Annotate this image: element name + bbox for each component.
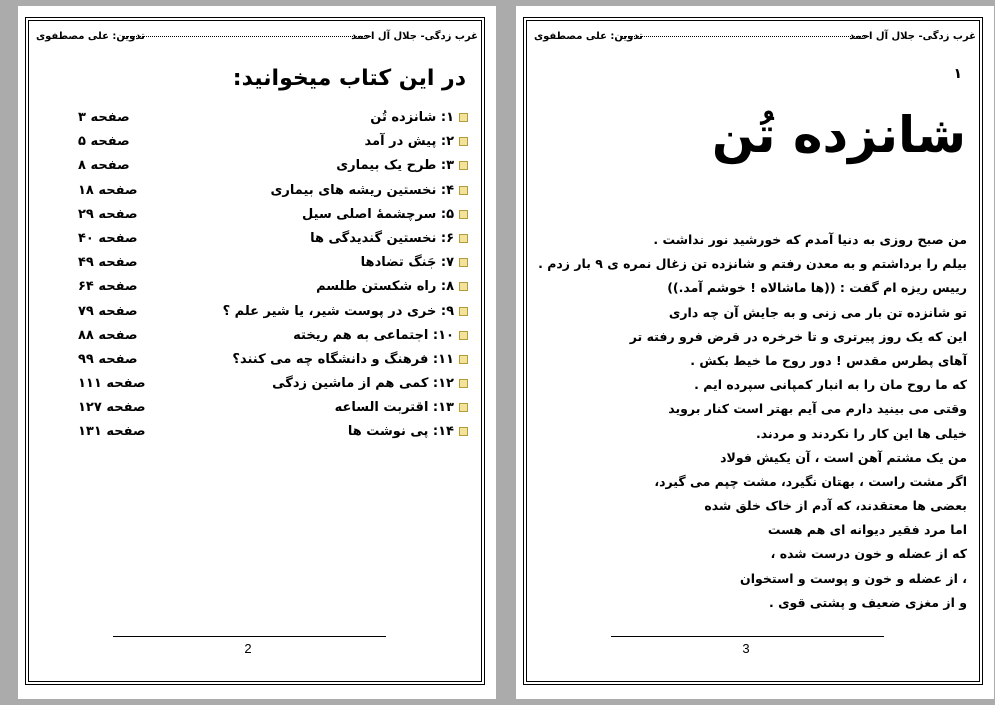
toc-entry: ۲: پیش در آمد bbox=[364, 134, 454, 150]
toc-item bbox=[78, 108, 468, 132]
toc-item bbox=[78, 253, 468, 277]
toc-item bbox=[78, 132, 468, 156]
toc-entry: ۵: سرچشمهٔ اصلی سیل bbox=[302, 206, 454, 222]
toc-entry: ۱: شانزده تُن bbox=[370, 110, 454, 125]
bullet-icon bbox=[459, 331, 468, 340]
page-number: 2 bbox=[244, 641, 252, 656]
toc-page-ref: صفحه ۱۱۱ bbox=[78, 376, 146, 392]
poem-line: بعضی ها معتقدند، که آدم از خاک خلق شده bbox=[704, 498, 967, 514]
toc-page-ref: صفحه ۸ bbox=[78, 158, 130, 174]
poem-line: وقتی می بینید دارم می آیم بهتر است کنار بروید bbox=[668, 401, 967, 417]
poem-line: تو شانزده تن بار می زنی و به جایش آن چه داری bbox=[668, 304, 967, 320]
poem-line: که از عضله و خون درست شده ، bbox=[770, 546, 967, 562]
toc-item bbox=[78, 302, 468, 326]
bullet-icon bbox=[459, 234, 468, 243]
bullet-icon bbox=[459, 258, 468, 267]
toc-entry: ۹: خری در پوست شیر، یا شیر علم ؟ bbox=[222, 303, 454, 319]
poem-line: این که یک روز پیرتری و تا خرخره در قرض فرو رفته تر bbox=[629, 328, 967, 344]
bullet-icon bbox=[459, 282, 468, 291]
toc-item bbox=[78, 326, 468, 350]
poem-line: من یک مشتم آهن است ، آن یکیش فولاد bbox=[720, 449, 967, 465]
toc-item bbox=[78, 350, 468, 374]
poem-line: اما مرد فقیر دیوانه ای هم هست bbox=[767, 522, 967, 538]
poem-line: اگر مشت راست ، بهتان نگیرد، مشت چپم می گیرد، bbox=[654, 473, 967, 489]
header-dotted-rule bbox=[622, 36, 871, 37]
toc-entry: ۸: راه شکستن طلسم bbox=[316, 279, 454, 295]
poem-line: آهای پطرس مقدس ! دور روح ما خیط بکش . bbox=[690, 352, 967, 368]
bullet-icon bbox=[459, 379, 468, 388]
page-number: 3 bbox=[742, 641, 750, 656]
bullet-icon bbox=[459, 210, 468, 219]
toc-page-ref: صفحه ۱۳۱ bbox=[78, 424, 146, 440]
toc-item bbox=[78, 374, 468, 398]
header-author: تدوین: علی مصطفوی bbox=[36, 31, 145, 42]
poem-line: بیلم را برداشتم و به معدن رفتم و شانزده تن زغال نمره ی ۹ بار زدم . bbox=[538, 256, 967, 272]
poem-line: رییس ریزه ام گفت : ((ها ماشالاه ! خوشم آمد.)) bbox=[667, 280, 967, 296]
bullet-icon bbox=[459, 113, 468, 122]
bullet-icon bbox=[459, 403, 468, 412]
chapter-number: ۱ bbox=[953, 66, 962, 82]
toc-item bbox=[78, 277, 468, 301]
toc-entry: ۷: جَنگ تضادها bbox=[360, 255, 454, 271]
toc-item bbox=[78, 205, 468, 229]
table-of-contents bbox=[78, 108, 468, 447]
header-author: تدوین: علی مصطفوی bbox=[534, 31, 643, 42]
toc-item bbox=[78, 422, 468, 446]
poem-line: ، از عضله و خون و پوست و استخوان bbox=[740, 570, 967, 586]
toc-page-ref: صفحه ۲۹ bbox=[78, 206, 138, 222]
toc-page-ref: صفحه ۱۸ bbox=[78, 182, 138, 198]
poem-line: که ما روح مان را به انبار کمپانی سپرده ایم . bbox=[694, 377, 967, 393]
toc-item bbox=[78, 156, 468, 180]
bullet-icon bbox=[459, 186, 468, 195]
toc-page-ref: صفحه ۴۰ bbox=[78, 230, 138, 246]
header-title: غرب زدگی- جلال آل احمد bbox=[849, 31, 976, 42]
toc-entry: ۳: طرح یک بیماری bbox=[336, 158, 454, 174]
footer-rule bbox=[113, 636, 386, 637]
page-header bbox=[534, 28, 976, 46]
page-header bbox=[36, 28, 478, 46]
toc-title: در این کتاب میخوانید: bbox=[232, 66, 466, 91]
header-dotted-rule bbox=[124, 36, 373, 37]
toc-page-ref: صفحه ۹۹ bbox=[78, 351, 138, 367]
page-left bbox=[18, 6, 496, 699]
toc-page-ref: صفحه ۳ bbox=[78, 110, 130, 125]
footer-rule bbox=[611, 636, 884, 637]
toc-entry: ۱۱: فرهنگ و دانشگاه چه می کنند؟ bbox=[232, 351, 454, 367]
toc-item bbox=[78, 181, 468, 205]
toc-entry: ۱۰: اجتماعی به هم ریخته bbox=[293, 327, 454, 343]
toc-page-ref: صفحه ۱۲۷ bbox=[78, 400, 146, 416]
header-title: غرب زدگی- جلال آل احمد bbox=[351, 31, 478, 42]
bullet-icon bbox=[459, 427, 468, 436]
bullet-icon bbox=[459, 137, 468, 146]
toc-page-ref: صفحه ۶۴ bbox=[78, 279, 138, 295]
bullet-icon bbox=[459, 307, 468, 316]
toc-page-ref: صفحه ۸۸ bbox=[78, 327, 138, 343]
poem-line: خیلی ها این کار را نکردند و مردند. bbox=[756, 425, 967, 441]
toc-entry: ۱۳: اقتربت الساعه bbox=[334, 400, 454, 416]
poem-body bbox=[536, 228, 967, 615]
poem-line: و از مغزی ضعیف و پشتی قوی . bbox=[768, 594, 967, 610]
toc-page-ref: صفحه ۴۹ bbox=[78, 255, 138, 271]
poem-line: من صبح روزی به دنیا آمدم که خورشید نور نداشت . bbox=[653, 232, 967, 247]
chapter-title: شانزده تُن bbox=[711, 106, 966, 164]
toc-entry: ۴: نخستین ریشه های بیماری bbox=[270, 182, 454, 198]
toc-entry: ۶: نخستین گندیدگی ها bbox=[310, 230, 454, 246]
toc-entry: ۱۲: کمی هم از ماشین زدگی bbox=[272, 376, 454, 392]
bullet-icon bbox=[459, 161, 468, 170]
toc-item bbox=[78, 398, 468, 422]
page-right bbox=[516, 6, 994, 699]
toc-entry: ۱۴: پی نوشت ها bbox=[347, 424, 454, 440]
toc-item bbox=[78, 229, 468, 253]
bullet-icon bbox=[459, 355, 468, 364]
toc-page-ref: صفحه ۷۹ bbox=[78, 303, 138, 319]
toc-page-ref: صفحه ۵ bbox=[78, 134, 130, 150]
